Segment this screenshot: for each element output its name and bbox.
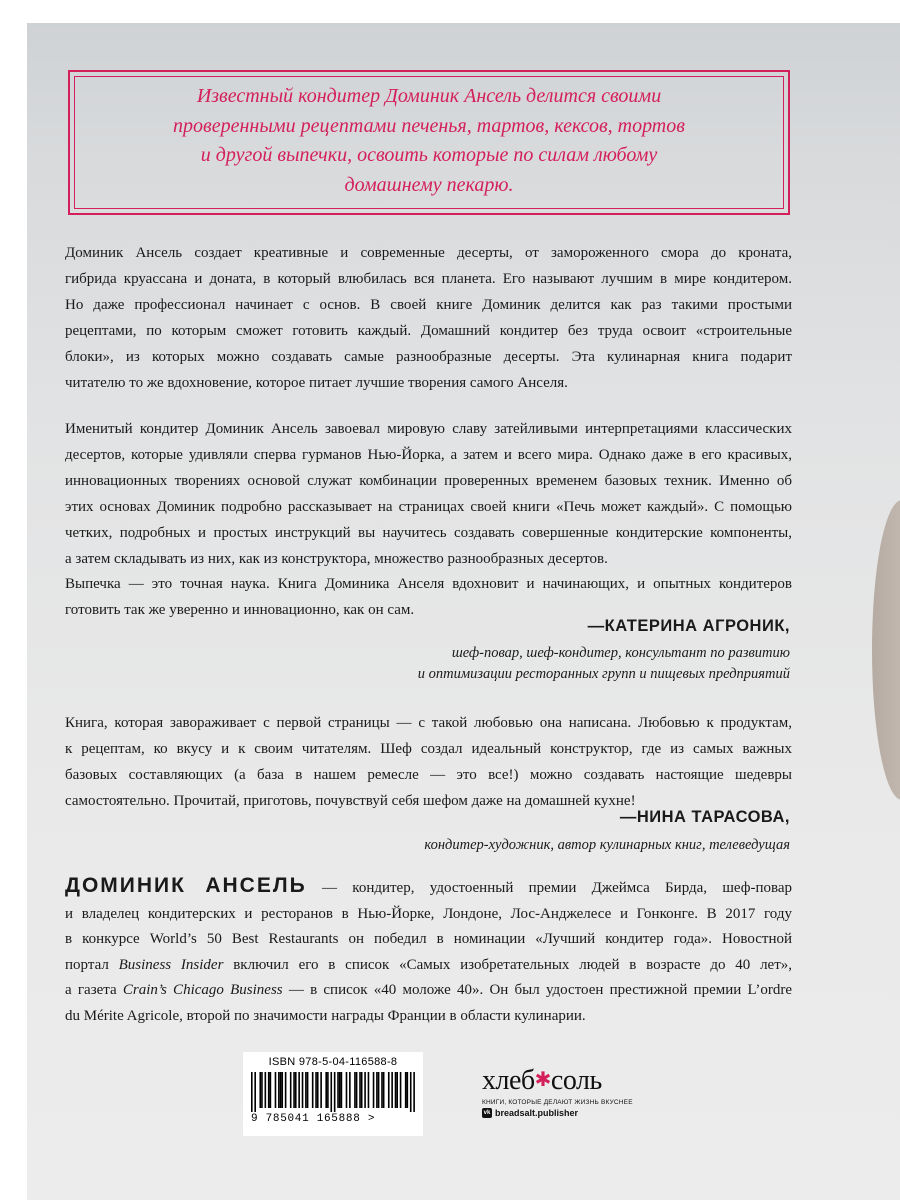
- blurb-box: [68, 70, 790, 215]
- barcode-bar: [334, 1072, 336, 1112]
- bio-text: — кондитер, удостоенный премии Джеймса Бирда, шеф-повар: [306, 880, 793, 896]
- barcode-bar: [359, 1072, 361, 1108]
- barcode-bar: [268, 1072, 270, 1108]
- barcode-bar: [302, 1072, 304, 1108]
- barcode-bar: [383, 1072, 385, 1108]
- review-line: самостоятельно. Прочитай, приготовь, почувствуй себя шефом даже на домашней кухне!: [65, 793, 636, 809]
- barcode-bar: [337, 1072, 339, 1108]
- barcode-bar: [368, 1072, 370, 1108]
- barcode-bar: [285, 1072, 287, 1108]
- barcode-bar: [305, 1072, 307, 1108]
- barcode-bar: [298, 1072, 300, 1108]
- asterisk-icon: ✱: [534, 1069, 551, 1091]
- bio-line: [65, 873, 792, 902]
- barcode-bar: [327, 1072, 329, 1108]
- bio-text: — в список «40 моложе 40». Он был удостоен престижной премии L’ordre: [282, 982, 792, 998]
- publisher-social-handle[interactable]: breadsalt.publisher: [495, 1108, 579, 1118]
- barcode-bar: [290, 1072, 292, 1108]
- review-line: этих основах Доминик подробно рассказывает на страницах своей книги «Печь может каждый». С помощью: [65, 499, 792, 515]
- barcode-bar: [364, 1072, 366, 1108]
- review-line: Именитый кондитер Доминик Ансель завоевал мировую славу затейливыми интерпретациями классических: [65, 421, 792, 437]
- barcode-bar: [356, 1072, 358, 1108]
- barcode-bar: [405, 1072, 407, 1108]
- bio-text: портал: [65, 956, 119, 973]
- barcode-bar: [346, 1072, 348, 1108]
- intro-line: рецептами, по которым сможет готовить каждый. Домашний кондитер без труда освоит «строительные: [65, 323, 792, 339]
- intro-line: Но даже профессионал начинает с основ. В своей книге Доминик делится как раз такими простыми: [65, 297, 792, 313]
- barcode-bar: [281, 1072, 283, 1108]
- barcode-bar: [317, 1072, 319, 1108]
- barcode-bar: [254, 1072, 256, 1112]
- barcode-bar: [388, 1072, 390, 1108]
- barcode-bar: [339, 1072, 341, 1108]
- barcode-bar: [293, 1072, 295, 1108]
- bio-line: в конкурсе World’s 50 Best Restaurants он победил в номинации «Лучший кондитер года». Новостной: [65, 931, 792, 947]
- blurb-line: и другой выпечки, освоить которые по силам любому: [200, 144, 658, 166]
- bio-text: включил его в список «Самых изобретательных людей в возрасте до 40 лет»,: [223, 956, 793, 973]
- barcode-bar: [396, 1072, 398, 1108]
- review-line: к рецептам, ко вкусу и к своим читателям. Шеф создал идеальный конструктор, где из самых важных: [65, 741, 792, 757]
- publisher-social[interactable]: [482, 1108, 578, 1118]
- barcode-bar: [410, 1072, 412, 1112]
- review-author: —НИНА ТАРАСОВА,: [619, 808, 790, 826]
- barcode-bar: [261, 1072, 263, 1108]
- barcode-bar: [259, 1072, 261, 1108]
- barcode-bar: [391, 1072, 393, 1108]
- barcode-bar: [376, 1072, 378, 1108]
- barcode-bar: [395, 1072, 397, 1108]
- barcode-bar: [407, 1072, 409, 1108]
- review-line: десертов, которые удивляли сперва гурманов Нью-Йорка, а затем и всего мира. Однако даже в его красивых,: [65, 447, 792, 463]
- logo-word-left: хлеб: [482, 1065, 535, 1096]
- barcode-bar: [330, 1072, 332, 1112]
- isbn-number: ISBN 978-5-04-116588-8: [268, 1056, 398, 1068]
- barcode-bar: [251, 1072, 253, 1112]
- barcode-bar: [265, 1072, 267, 1108]
- review-line: готовить так же уверенно и инновационно, как он сам.: [65, 602, 415, 618]
- review-author-role: шеф-повар, шеф-кондитер, консультант по развитию: [451, 645, 790, 661]
- barcode-bar: [354, 1072, 356, 1108]
- blurb-line: проверенными рецептами печенья, тартов, кексов, тортов: [173, 114, 685, 137]
- barcode-digits: 9 785041 165888 >: [251, 1113, 376, 1125]
- review-author-role: и оптимизации ресторанных групп и пищевых предприятий: [417, 666, 790, 682]
- barcode-bar: [312, 1072, 314, 1108]
- barcode-bar: [378, 1072, 380, 1108]
- barcode-bar: [270, 1072, 272, 1108]
- barcode-bar: [280, 1072, 282, 1108]
- bio-line: du Mérite Agricole, второй по значимости награды Франции в области кулинарии.: [65, 1007, 586, 1024]
- publisher-logo: [482, 1065, 602, 1097]
- barcode-bar: [341, 1072, 343, 1108]
- barcode-bar: [413, 1072, 415, 1112]
- review-line: а затем складывать из них, как из конструктора, множество разнообразных десертов.: [65, 551, 608, 567]
- barcode-bar: [275, 1072, 277, 1108]
- barcode-bar: [325, 1072, 327, 1108]
- intro-line: Доминик Ансель создает креативные и современные десерты, от замороженного смора до кроната,: [65, 245, 792, 261]
- barcode-bar: [295, 1072, 297, 1108]
- barcode-bar: [349, 1072, 351, 1108]
- blurb-line: домашнему пекарю.: [344, 173, 514, 196]
- barcode-bar: [320, 1072, 322, 1108]
- barcode-bar: [400, 1072, 402, 1108]
- review-line: Книга, которая завораживает с первой страницы — с такой любовью она написана. Любовью к продуктам,: [65, 715, 792, 731]
- logo-word-right: соль: [550, 1065, 602, 1096]
- barcode-bar: [307, 1072, 309, 1108]
- barcode-bars: [251, 1072, 415, 1112]
- isbn-barcode: [243, 1052, 423, 1136]
- barcode-bar: [278, 1072, 280, 1108]
- bio-publication: Business Insider: [118, 956, 224, 973]
- review-line: Выпечка — это точная наука. Книга Доминика Анселя вдохновит и начинающих, и опытных кондитеров: [65, 576, 792, 592]
- bio-publication: Crain’s Chicago Business: [122, 982, 283, 998]
- bio-line: [65, 953, 792, 979]
- barcode-bar: [315, 1072, 317, 1108]
- intro-line: гибрида круассана и доната, в который влюбилась вся планета. Его называют лучшим в мире кондитером.: [65, 271, 792, 287]
- author-bio: [65, 873, 792, 1029]
- bio-text: а газета: [65, 982, 123, 998]
- barcode-bar: [373, 1072, 375, 1108]
- review-line: четких, подробных и простых инструкций вы научитесь создавать совершенные кондитерские компоненты,: [65, 525, 792, 541]
- review-author-role: кондитер-художник, автор кулинарных книг, телеведущая: [424, 837, 790, 853]
- vk-icon: vk: [483, 1110, 491, 1116]
- blurb-line: Известный кондитер Доминик Ансель делится своими: [196, 85, 662, 107]
- barcode-bar: [381, 1072, 383, 1108]
- barcode-bar: [361, 1072, 363, 1108]
- intro-line: блоки», из которых можно создавать самые разнообразные десерты. Эта кулинарная книга подарит: [65, 349, 792, 365]
- blurb-text: [70, 82, 788, 200]
- review-author: —КАТЕРИНА АГРОНИК,: [587, 617, 790, 635]
- bio-author-name: ДОМИНИК АНСЕЛЬ: [65, 874, 307, 897]
- publisher-tagline: КНИГИ, КОТОРЫЕ ДЕЛАЮТ ЖИЗНЬ ВКУСНЕЕ: [482, 1099, 633, 1106]
- bio-line: [65, 978, 792, 1004]
- bio-line: и владелец кондитерских и ресторанов в Нью-Йорке, Лондоне, Лос-Анджелесе и Гонконге. В 2017 году: [65, 905, 792, 922]
- review-line: базовых составляющих (а база в нашем ремесле — это все!) можно создавать настоящие шедевры: [65, 767, 792, 783]
- intro-line: читателю то же вдохновение, которое питает лучшие творения самого Анселя.: [65, 375, 568, 391]
- review-line: инновационных творениях основой служат комбинации проверенных временем базовых техник. Именно об: [65, 473, 792, 489]
